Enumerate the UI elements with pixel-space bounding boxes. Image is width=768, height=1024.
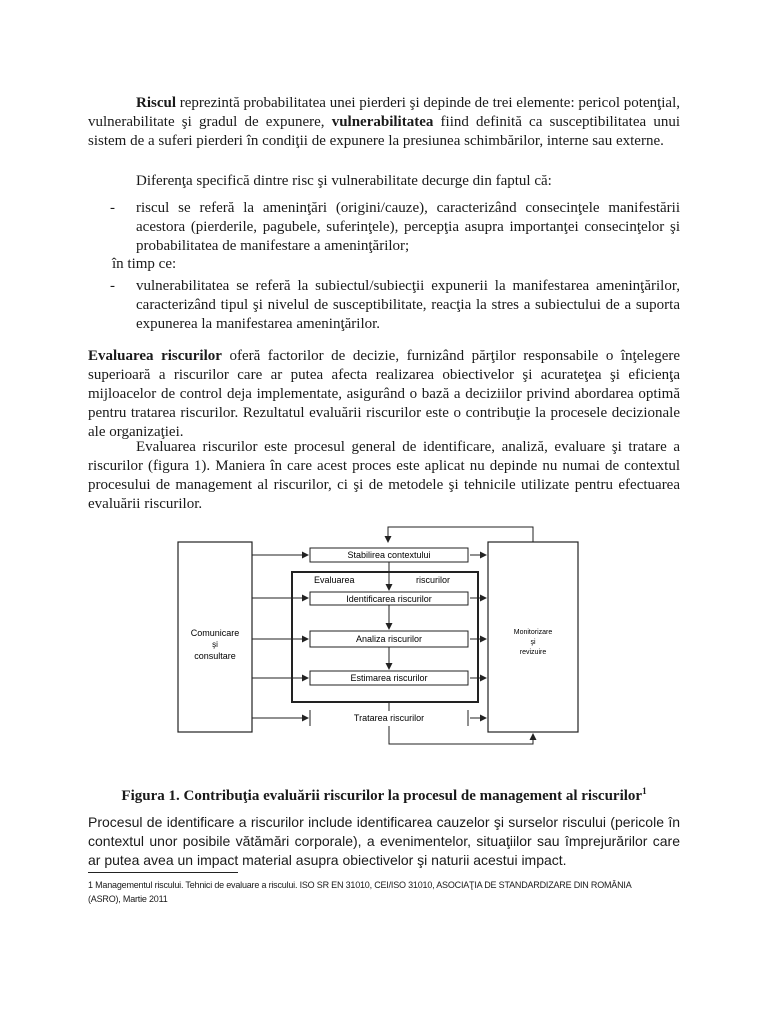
estimarea-riscurilor-label: Estimarea riscurilor <box>350 673 428 683</box>
identification-paragraph: Procesul de identificare a riscurilor include identificarea cauzelor şi surselor riscului (pericole în contextul unor posibile vătămări corporale), a evenimentelor, situaţiilor sau împrejurărilor care ar putea avea un impact material asupra obiectivelor şi naturii acestui impact. <box>88 814 680 868</box>
bullet-text-vulnerabilitate: vulnerabilitatea se referă la subiectul/subiecţii expunerii la manifestarea ameninţărilor, caracterizând tipul şi nivelul de susceptibilitate, reacţia la stres a subiectului de a suporta expunerea la manifestarea ameninţărilor. <box>136 278 680 332</box>
riscul-term: Riscul <box>136 95 177 111</box>
figure-caption-text: Figura 1. Contribuţia evaluării riscurilor la procesul de management al riscurilor <box>121 788 643 804</box>
bullet-dash: - <box>110 200 115 216</box>
consultare-label: consultare <box>194 651 236 661</box>
footnote-separator <box>88 872 238 873</box>
riscurilor-label: riscurilor <box>416 575 451 585</box>
in-timp-ce-label: în timp ce: <box>112 256 177 272</box>
analiza-riscurilor-label: Analiza riscurilor <box>355 634 423 644</box>
figure-caption <box>88 786 680 805</box>
bullet-item-risc <box>110 199 680 256</box>
comunicare-si-label: şi <box>212 640 218 649</box>
footnote <box>88 878 648 906</box>
diagram-svg <box>150 512 620 762</box>
intro-paragraph <box>88 94 680 151</box>
bullet-item-vulnerabilitate <box>110 277 680 334</box>
bullet-dash: - <box>110 278 115 294</box>
monitorizare-box <box>488 542 578 732</box>
footnote-text: Managementul riscului. Tehnici de evaluare a riscului. ISO SR EN 31010, CEI/ISO 31010, ASOCIAŢIA DE STANDARDIZARE DIN ROMÂNIA (ASRO), Martie 2011 <box>88 880 632 904</box>
intro-text-2: fiind definită ca susceptibilitatea unui sistem de a suferi pierderi în condiţii de expunere la presiunea schimbărilor, interne sau externe. <box>88 114 680 149</box>
difference-paragraph: Diferenţa specifică dintre risc şi vulnerabilitate decurge din faptul că: <box>136 173 552 189</box>
bullet-text-risc: riscul se referă la ameninţări (origini/cauze), caracterizând consecinţele manifestării acestora (pierderile, pagubele, suferinţele), percepţia asupra importanţei consecinţelor şi probabilitatea de manifestare a ameninţărilor; <box>136 200 680 254</box>
footnote-ref: 1 <box>642 786 647 796</box>
footnote-number: 1 <box>88 880 93 890</box>
stabilirea-contextului-label: Stabilirea contextului <box>347 550 431 560</box>
evaluation-paragraph <box>88 347 680 442</box>
evaluation-text: oferă factorilor de decizie, furnizând părţilor responsabile o înţelegere superioară a riscurilor care ar putea afecta realizarea obiectivelor şi acurateţea şi eficienţa mijloacelor de control deja implementate, asigurând o bază a deciziilor privind abordarea optimă pentru tratarea riscurilor. Rezultatul evaluării riscurilor este o contribuţie la procesele decizionale ale organizaţiei. <box>88 348 680 440</box>
evaluation-process-paragraph: Evaluarea riscurilor este procesul general de identificare, analiză, evaluare şi tratare a riscurilor (figura 1). Maniera în care acest proces este aplicat nu depinde nu numai de contextul procesului de management al riscurilor, ci şi de metodele şi tehnicile utilizate pentru efectuarea evaluării riscurilor. <box>88 439 680 512</box>
evaluarea-label: Evaluarea <box>314 575 355 585</box>
feedback-top-arrow <box>388 527 533 542</box>
monitorizare-label: Monitorizare <box>513 629 553 636</box>
risk-management-diagram <box>150 512 620 762</box>
comunicare-label: Comunicare <box>190 628 240 638</box>
evaluarea-riscurilor-term: Evaluarea riscurilor <box>88 348 222 364</box>
tratarea-riscurilor-label: Tratarea riscurilor <box>353 713 425 723</box>
identificarea-riscurilor-label: Identificarea riscurilor <box>346 594 432 604</box>
revizuire-label: revizuire <box>519 649 547 656</box>
monitorizare-si-label: şi <box>530 639 536 646</box>
intro-text-1: reprezintă probabilitatea unei pierderi şi depinde de trei elemente: pericol potenţial, vulnerabilitate şi gradul de expunere, <box>88 95 680 130</box>
vulnerabilitatea-term: vulnerabilitatea <box>331 114 434 130</box>
